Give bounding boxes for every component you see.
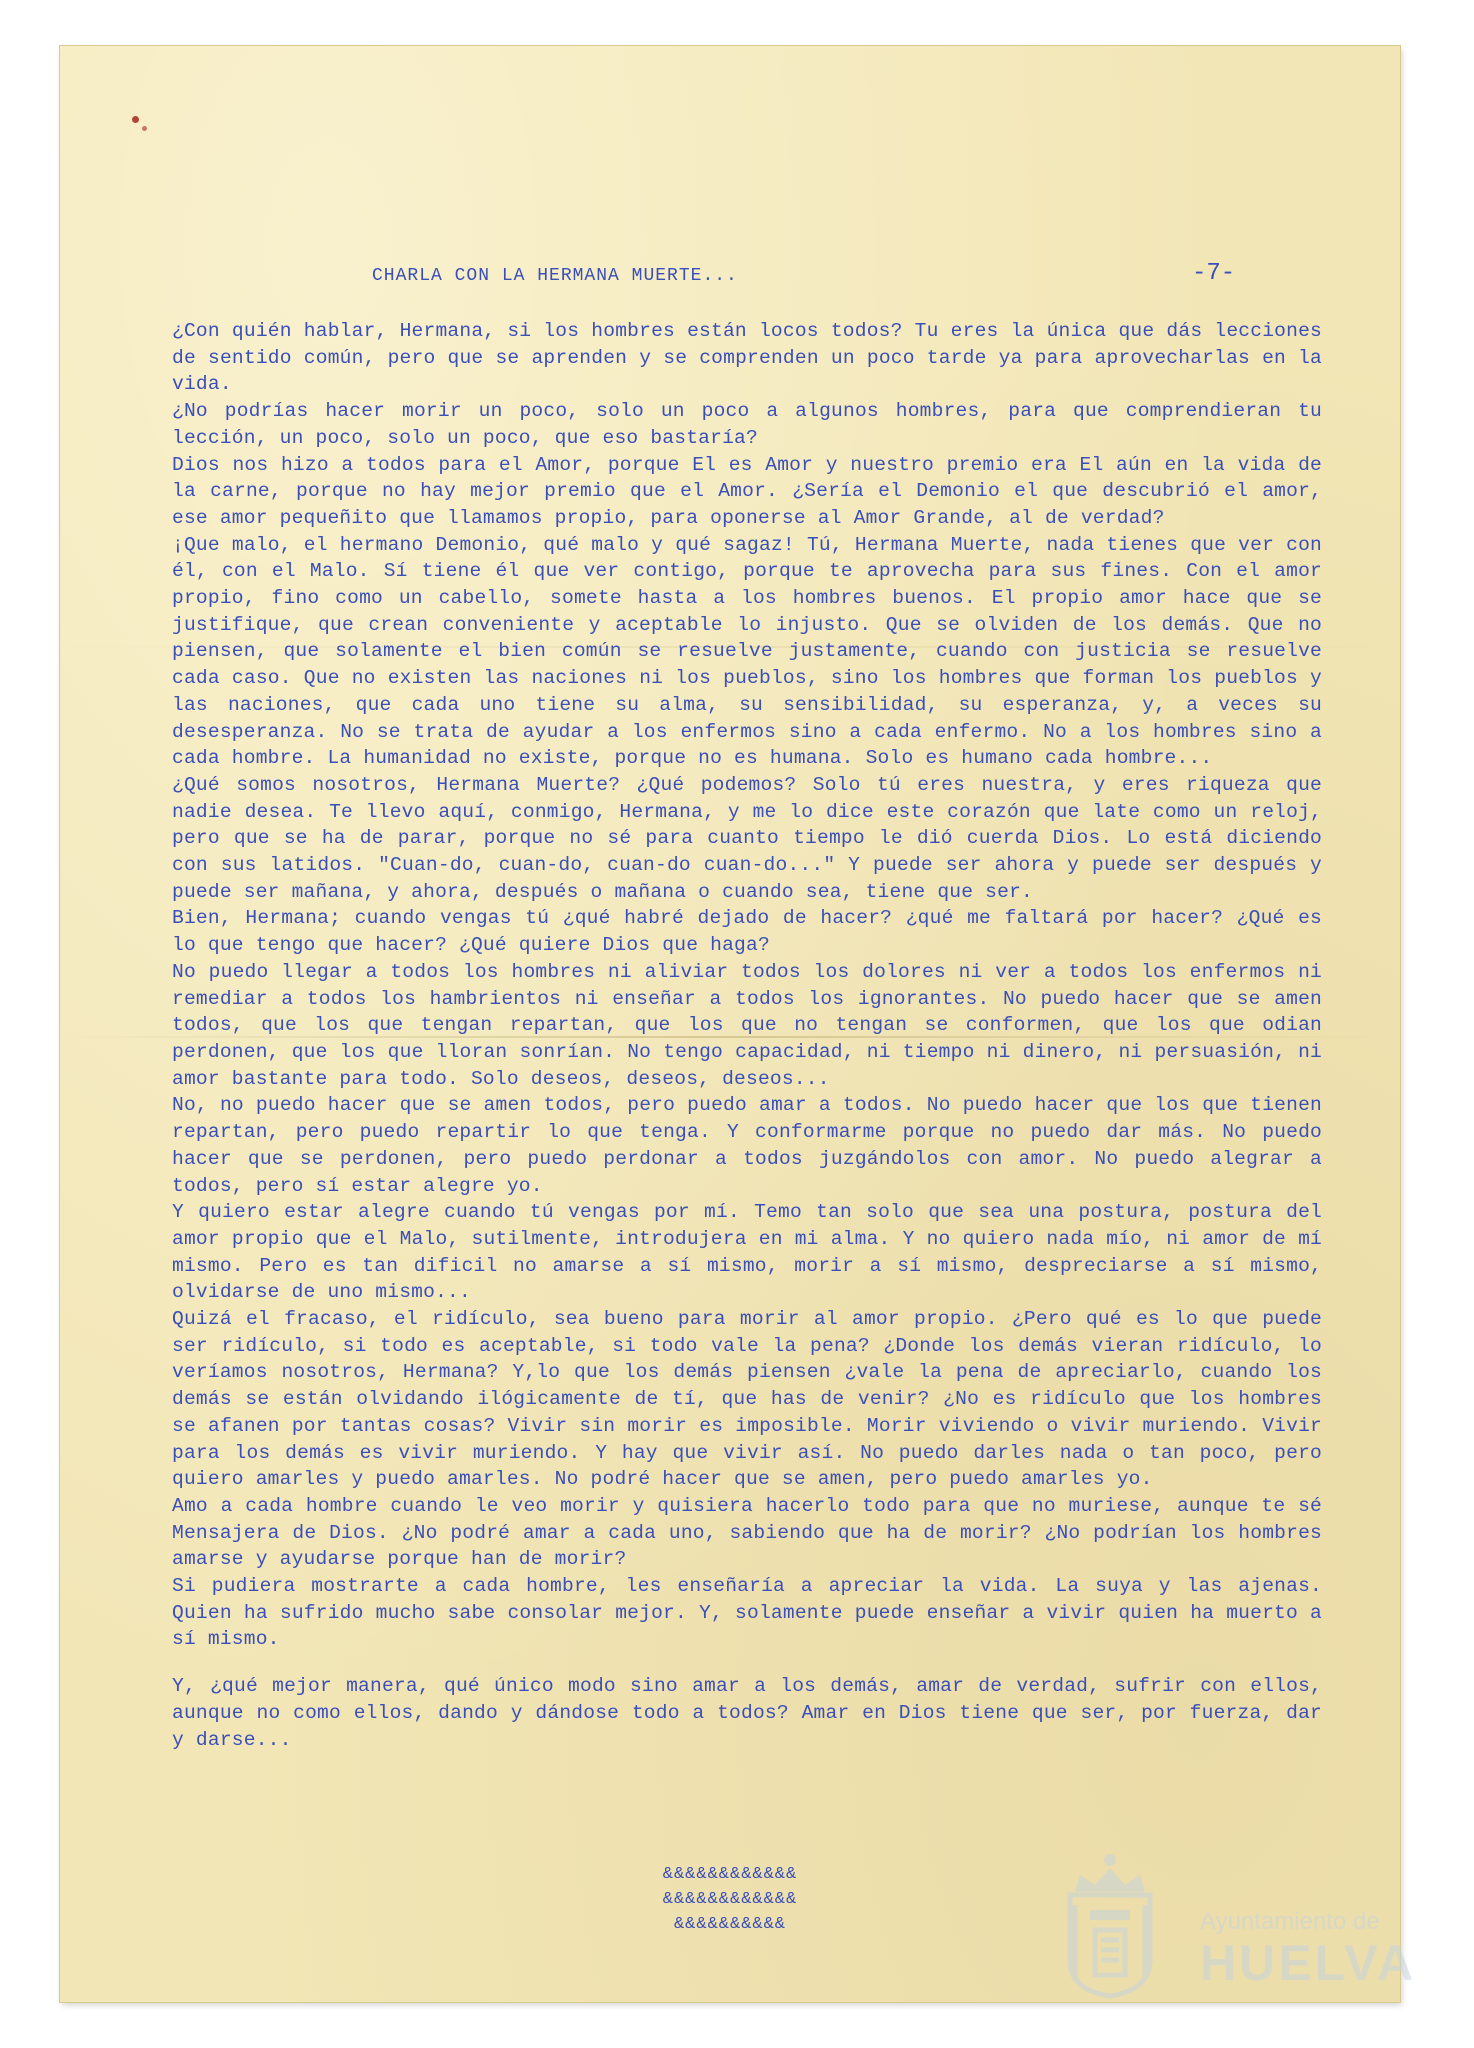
paragraph: No puedo llegar a todos los hombres ni aliviar todos los dolores ni ver a todos los enfermos ni remediar a todos los hambrientos ni enseñar a todos los ignorantes. No puedo hacer que se amen todos, que los que tengan repartan, que los que no tengan se conformen, que los que odian perdonen, que los que lloran sonrían. No tengo capacidad, ni tiempo ni dinero, ni persuasión, ni amor bastante para todo. Solo deseos, deseos, deseos...	[172, 960, 1322, 1090]
watermark-logo-text: HUELVA	[1200, 1935, 1417, 1991]
paragraph: ¡Que malo, el hermano Demonio, qué malo y qué sagaz! Tú, Hermana Muerte, nada tienes que ver con él, con el Malo. Sí tiene él que ver contigo, porque te aprovecha para sus fines. Con el amor propio, fino como un cabello, somete hasta a los hombres buenos. El propio amor hace que se justifique, que crean conveniente y aceptable lo injusto. Que se olviden de los demás. Que no piensen, que solamente el bien común se resuelve justamente, cuando con justicia se resuelve cada caso. Que no existen las naciones ni los pueblos, sino los hombres que forman los pueblos y las naciones, que cada uno tiene su alma, su sensibilidad, su esperanza, y, a veces su desesperanza. No se trata de ayudar a los enfermos sino a cada enfermo. No a los hombres sino a cada hombre. La humanidad no existe, porque no es humana. Solo es humano cada hombre...	[172, 533, 1322, 770]
paragraph: Y, ¿qué mejor manera, qué único modo sino amar a los demás, amar de verdad, sufrir con ellos, aunque no como ellos, dando y dándose todo a todos? Amar en Dios tiene que ser, por fuerza, dar y darse...	[172, 1675, 1322, 1751]
paragraph: No, no puedo hacer que se amen todos, pero puedo amar a todos. No puedo hacer que los que tienen repartan, pero puedo repartir lo que tenga. Y conformarme porque no puedo dar más. No puedo hacer que se perdonen, pero puedo perdonar a todos juzgándolos con amor. No puedo alegrar a todos, pero sí estar alegre yo.	[172, 1094, 1322, 1197]
ink-stain	[142, 126, 147, 131]
paragraph: Dios nos hizo a todos para el Amor, porque El es Amor y nuestro premio era El aún en la vida de la carne, porque no hay mejor premio que el Amor. ¿Sería el Demonio el que descubrió el amor, ese amor pequeñito que llamamos propio, para oponerse al Amor Grande, al de verdad?	[172, 453, 1322, 529]
paragraph: ¿Con quién hablar, Hermana, si los hombres están locos todos? Tu eres la única que dás lecciones de sentido común, pero que se aprenden y se comprenden un poco tarde ya para aprovecharlas en la vida.	[172, 320, 1322, 396]
ornament-line: &&&&&&&&&&	[673, 1915, 787, 1934]
paragraph: ¿Qué somos nosotros, Hermana Muerte? ¿Qué podemos? Solo tú eres nuestra, y eres riqueza que nadie desea. Te llevo aquí, conmigo, Hermana, y me lo dice este corazón que late como un reloj, pero que se ha de parar, porque no sé para cuanto tiempo le dió cuerda Dios. Lo está diciendo con sus latidos. "Cuan-do, cuan-do, cuan-do cuan-do..." Y puede ser ahora y puede ser después y puede ser mañana, y ahora, después o mañana o cuando sea, tiene que ser.	[172, 773, 1322, 903]
document-body	[172, 318, 1322, 1753]
archive-watermark	[1055, 1850, 1425, 2000]
paragraph: Si pudiera mostrarte a cada hombre, les enseñaría a apreciar la vida. La suya y las ajenas. Quien ha sufrido mucho sabe consolar mejor. Y, solamente puede enseñar a vivir quien ha muerto a sí mismo.	[172, 1575, 1322, 1651]
watermark-text: Ayuntamiento de	[1200, 1908, 1380, 1935]
document-page	[60, 46, 1400, 2002]
paragraph: Bien, Hermana; cuando vengas tú ¿qué habré dejado de hacer? ¿qué me faltará por hacer? ¿Qué es lo que tengo que hacer? ¿Qué quiere Dios que haga?	[172, 907, 1322, 957]
document-title: CHARLA CON LA HERMANA MUERTE...	[372, 266, 738, 286]
ornament-line: &&&&&&&&&&&&	[662, 1890, 798, 1909]
ornament-line: &&&&&&&&&&&&	[662, 1865, 798, 1884]
paragraph: Quizá el fracaso, el ridículo, sea bueno para morir al amor propio. ¿Pero qué es lo que puede ser ridículo, si todo es aceptable, si todo vale la pena? ¿Donde los demás vieran ridículo, lo veríamos nosotros, Hermana? Y,lo que los demás piensen ¿vale la pena de apreciarlo, cuando los demás se están olvidando ilógicamente de tí, que has de venir? ¿No es ridículo que los hombres se afanen por tantas cosas? Vivir sin morir es imposible. Morir viviendo o vivir muriendo. Vivir para los demás es vivir muriendo. Y hay que vivir así. No puedo darles nada o tan poco, pero quiero amarles y puedo amarles. No podré hacer que se amen, pero puedo amarles yo.	[172, 1308, 1322, 1491]
document-header	[60, 260, 1400, 306]
paragraph: Amo a cada hombre cuando le veo morir y quisiera hacerlo todo para que no muriese, aunque te sé Mensajera de Dios. ¿No podré amar a cada uno, sabiendo que ha de morir? ¿No podrían los hombres amarse y ayudarse porque han de morir?	[172, 1494, 1322, 1571]
paragraph: ¿No podrías hacer morir un poco, solo un poco a algunos hombres, para que comprendieran tu lección, un poco, solo un poco, que eso bastaría?	[172, 400, 1322, 449]
huelva-coat-of-arms-icon	[1055, 1850, 1165, 2000]
page-number: -7-	[1192, 260, 1236, 287]
paragraph: Y quiero estar alegre cuando tú vengas por mí. Temo tan solo que sea una postura, postura del amor propio que el Malo, sutilmente, introdujera en mi alma. Y no quiero nada mío, ni amor de mí mismo. Pero es tan dificil no amarse a sí mismo, morir a sí mismo, despreciarse a sí mismo, olvidarse de uno mismo...	[172, 1201, 1322, 1304]
ink-stain	[132, 116, 139, 123]
